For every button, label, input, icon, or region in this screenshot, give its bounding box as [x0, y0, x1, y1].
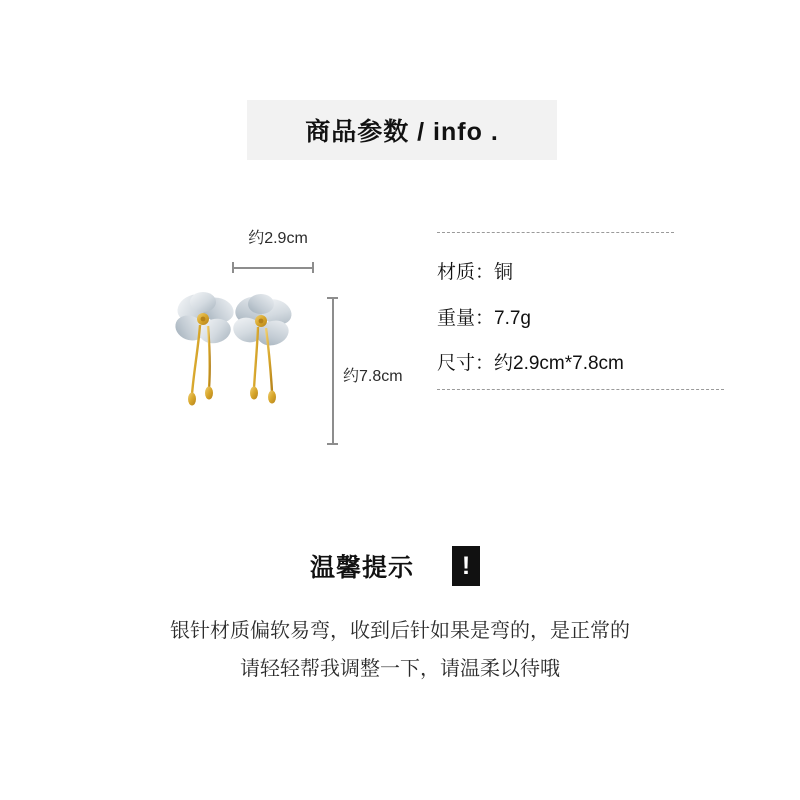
height-bar-bottom-cap: [327, 443, 338, 445]
width-measurement-bar: [232, 262, 314, 273]
height-measurement-bar: [327, 297, 338, 445]
tips-body: [0, 612, 800, 688]
tips-heading: [310, 546, 480, 586]
spec-list: [437, 232, 727, 390]
page-title: 商品参数 / info .: [305, 118, 499, 146]
spec-row-weight: 重量：7.7g: [437, 307, 531, 329]
height-bar-line: [332, 297, 334, 445]
exclamation-icon: !: [452, 546, 480, 586]
product-params-banner: [247, 100, 557, 160]
width-bar-right-cap: [312, 262, 314, 273]
tips-line-2: 请轻轻帮我调整一下，请温柔以待哦: [240, 658, 560, 680]
tips-title: 温馨提示: [310, 554, 415, 582]
width-measurement-label: 约2.9cm: [248, 230, 308, 247]
spec-row-size: 尺寸：约2.9cm*7.8cm: [437, 353, 624, 374]
product-image-block: [150, 225, 440, 485]
earring-right: [230, 292, 295, 403]
width-bar-line: [232, 267, 314, 269]
spec-row-material: 材质：铜: [437, 262, 514, 283]
tips-line-1: 银针材质偏软易弯，收到后针如果是弯的，是正常的: [170, 620, 630, 642]
spec-bottom-divider: [437, 389, 724, 390]
height-measurement-label: 约7.8cm: [343, 368, 403, 385]
earring-left: [172, 290, 237, 406]
earrings-product-image: [170, 290, 315, 450]
